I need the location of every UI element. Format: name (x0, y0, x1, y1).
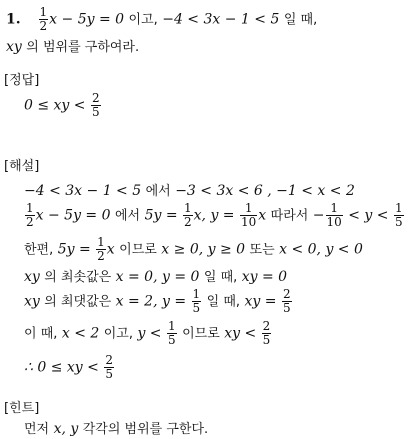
solution-line-2: $\frac{1}{2}$ x − 5y = 0 에서 5y = $\frac{1}{2}$ x, y = $\frac{1}{10}$ x 따라서 − $\frac{1}{10}$ < y < $\frac{1}{5}$ (26, 201, 403, 229)
solution-line-1: −4 < 3x − 1 < 5 에서 −3 < 3x < 6 , −1 < x < 2 (24, 183, 355, 199)
hint-text: 먼저 x, y 각각의 범위를 구한다. (24, 421, 209, 437)
problem-text: 의 범위를 구하여라. (26, 40, 140, 55)
fraction-one-half: $\frac{1}{2}$ (184, 201, 192, 229)
solution-line-6: 이 때, x < 2 이고, y < $\frac{1}{5}$ 이므로 xy < $\frac{2}{5}$ (24, 319, 271, 347)
fraction-one-half: $\frac{1}{2}$ (39, 5, 48, 33)
fraction-one-half: $\frac{1}{2}$ (26, 201, 34, 229)
solution-line-3: 한편, 5y = $\frac{1}{2}$ x 이므로 x ≥ 0, y ≥ 0 또는 x < 0, y < 0 (24, 235, 363, 263)
hint-label: [힌트] (4, 401, 40, 416)
problem-line-1 (6, 6, 317, 33)
fraction-two-fifths: $\frac{2}{5}$ (282, 287, 291, 315)
answer-expression: 0 ≤ xy < $\frac{2}{5}$ (24, 91, 100, 119)
problem-text: 일 때, (283, 12, 318, 28)
fraction-one-tenth: $\frac{1}{10}$ (241, 201, 257, 229)
solution-line-5: xy 의 최댓값은 x = 2, y = $\frac{1}{5}$ 일 때, xy = $\frac{2}{5}$ (24, 287, 291, 315)
answer-label: [정답] (4, 73, 40, 88)
fraction-one-tenth: $\frac{1}{10}$ (326, 201, 342, 229)
fraction-two-fifths: $\frac{2}{5}$ (91, 91, 100, 119)
fraction-two-fifths: $\frac{2}{5}$ (105, 353, 113, 381)
problem-text: 이고, (128, 12, 158, 28)
fraction-one-half: $\frac{1}{2}$ (97, 235, 105, 263)
problem-number: 1. (6, 11, 21, 28)
problem-line-2 (6, 40, 139, 54)
fraction-two-fifths: $\frac{2}{5}$ (262, 319, 271, 347)
problem-inequality: −4 < 3x − 1 < 5 (162, 11, 280, 28)
problem-equation: x − 5y = 0 (49, 11, 125, 28)
solution-line-4: xy 의 최솟값은 x = 0, y = 0 일 때, xy = 0 (24, 269, 288, 285)
solution-line-7: ∴ 0 ≤ xy < $\frac{2}{5}$ (24, 353, 113, 381)
fraction-one-fifth: $\frac{1}{5}$ (394, 201, 403, 229)
fraction-one-fifth: $\frac{1}{5}$ (192, 287, 201, 315)
solution-label: [해설] (4, 159, 40, 174)
fraction-one-fifth: $\frac{1}{5}$ (167, 319, 176, 347)
problem-variable: xy (6, 39, 22, 55)
